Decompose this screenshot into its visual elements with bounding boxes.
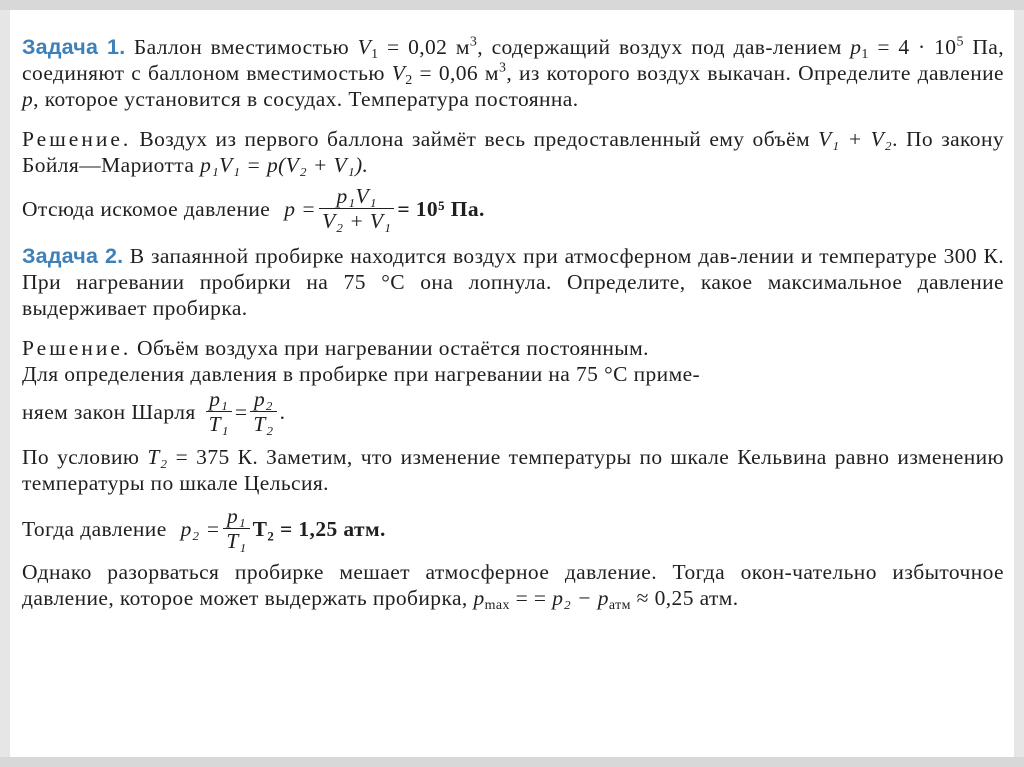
solution1-result-line: Отсюда искомое давление p = $\frac{\text{p₁V₁}}{\text{V₂ + V₁}}$ = 10⁵ Па.: [22, 184, 485, 233]
task1-label: Задача 1.: [22, 35, 126, 59]
solution1-heading: Решение.: [22, 127, 132, 151]
charles-fraction-left: $\frac{\text{p₁}}{\text{T₁}}$: [206, 387, 232, 436]
frame-top-border: [0, 0, 1024, 10]
pressure-fraction: $\frac{\text{p₁}}{\text{T₁}}$: [223, 504, 249, 553]
task1-paragraph: Задача 1. Баллон вместимостью $V_1 = 0,02$ $м^3$, содержащий воздух под дав-лением $p_1 = 4 \cdot 10^5$ Па, соединяют с баллоном вместимостью $V_2 = 0,06$ $м^3$, из которого воздух выкачан. Определите давление p, которое установится в сосудах. Температура постоянна.: [22, 34, 1005, 111]
frame-bottom-border: [0, 757, 1024, 767]
task2-label: Задача 2.: [22, 244, 124, 268]
charles-law-line: няем закон Шарля $\frac{\text{p₁}}{\text{T₁}}$ = $\frac{\text{p₂}}{\text{T₂}}$ .: [22, 387, 286, 436]
solution1-paragraph: Решение. Воздух из первого баллона займёт весь предоставленный ему объём V₁ + V₂. По закону Бойля—Мариотта p₁V₁ = p(V₂ + V₁).: [22, 127, 1004, 177]
solution2-heading: Решение.: [22, 336, 132, 360]
solution2-line2: Для определения давления в пробирке при нагревании на 75 °С приме-: [22, 362, 701, 386]
pressure-result-line: Тогда давление p₂ = $\frac{\text{p₁}}{\text{T₁}}$ T₂ = 1,25 атм.: [22, 504, 386, 553]
result-fraction: $\frac{\text{p₁V₁}}{\text{V₂ + V₁}}$: [319, 184, 394, 233]
task2-paragraph: Задача 2. В запаянной пробирке находится воздух при атмосферном дав-лении и температуре 300 К. При нагревании пробирки на 75 °С она лопнула. Определите, какое максимальное давление выдерживает пробирка.: [22, 244, 1004, 320]
charles-fraction-right: $\frac{\text{p₂}}{\text{T₂}}$: [250, 387, 276, 436]
document-page: [10, 10, 1014, 757]
solution2-line1: Решение. Объём воздуха при нагревании остаётся постоянным.: [22, 336, 649, 360]
document-content: [22, 34, 1005, 614]
condition-paragraph: По условию T₂ = 375 К. Заметим, что изменение температуры по шкале Кельвина равно изменению температуры по шкале Цельсия.: [22, 445, 1004, 495]
final-paragraph: Однако разорваться пробирке мешает атмосферное давление. Тогда окон-чательно избыточное давление, которое может выдержать пробирка, $p_{max}$ = = $p_2 - p_{атм} \approx 0,25$ атм.: [22, 560, 1004, 614]
